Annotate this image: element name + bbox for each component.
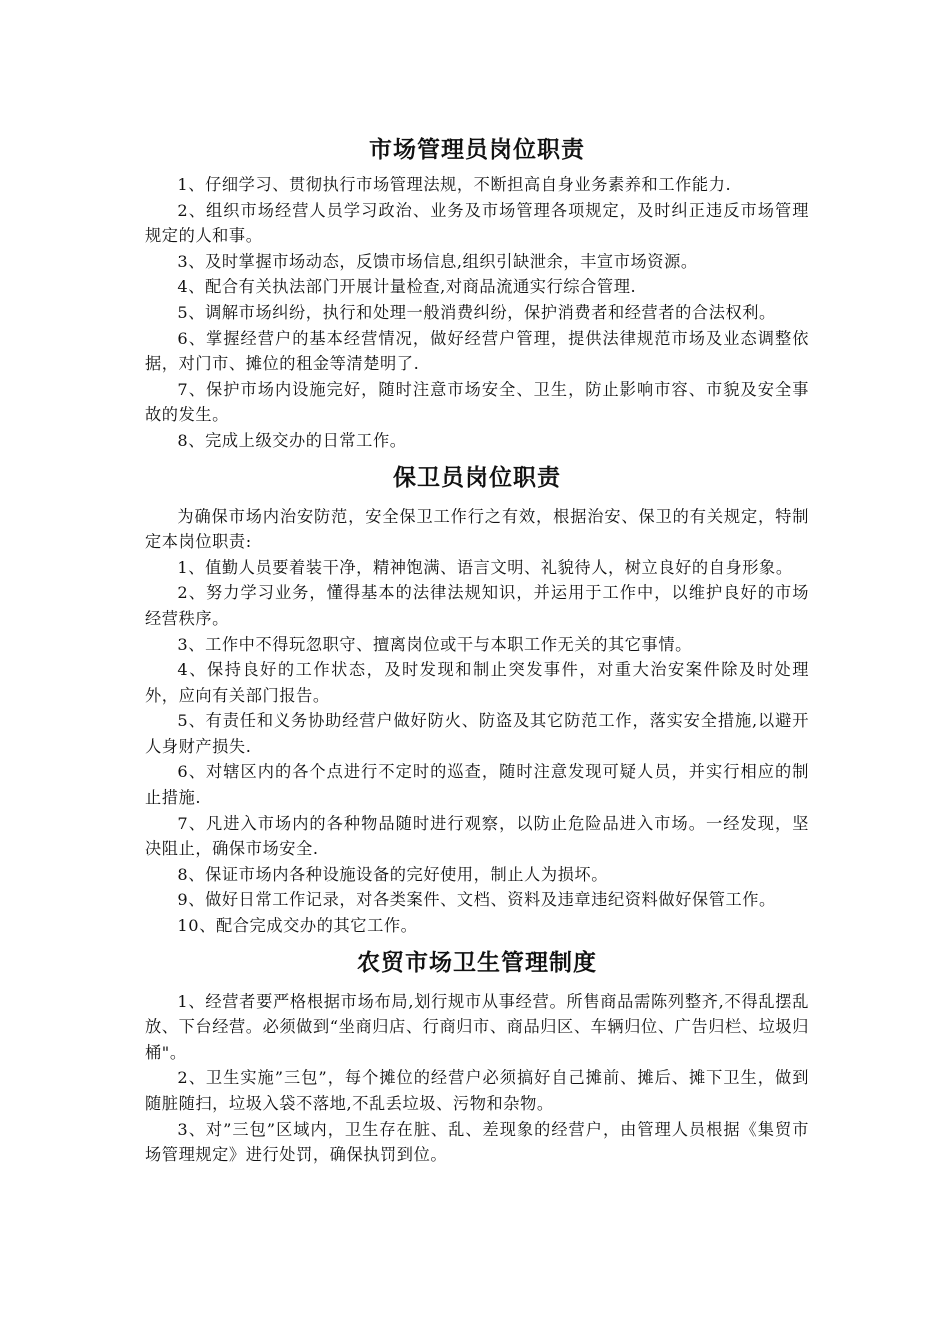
paragraph: 4、保持良好的工作状态，及时发现和制止突发事件，对重大治安案件除及时处理外，应向有关部门报告。 <box>145 660 809 705</box>
paragraph: 1、仔细学习、贯彻执行市场管理法规，不断担高自身业务素养和工作能力. <box>177 175 732 194</box>
paragraph: 3、工作中不得玩忽职守、擅离岗位或干与本职工作无关的其它事情。 <box>177 634 692 654</box>
paragraph: 8、保证市场内各种设施设备的完好使用，制止人为损坏。 <box>177 864 608 884</box>
paragraph: 2、组织市场经营人员学习政治、业务及市场管理各项规定，及时纠正违反市场管理规定的人和事。 <box>145 200 809 246</box>
paragraph: 2、努力学习业务，懂得基本的法律法规知识，并运用于工作中，以维护良好的市场经营秩序。 <box>145 583 809 628</box>
paragraph: 为确保市场内治安防范，安全保卫工作行之有效，根据治安、保卫的有关规定，特制定本岗位职责: <box>145 506 809 552</box>
paragraph: 7、保护市场内设施完好，随时注意市场安全、卫生，防止影响市容、市貌及安全事故的发生。 <box>145 379 809 425</box>
paragraph: 10、配合完成交办的其它工作。 <box>177 916 418 936</box>
paragraph: 6、对辖区内的各个点进行不定时的巡查，随时注意发现可疑人员，并实行相应的制止措施. <box>145 762 809 808</box>
paragraph: 1、值勤人员要着装干净，精神饱满、语言文明、礼貌待人，树立良好的自身形象。 <box>177 557 793 577</box>
paragraph: 9、做好日常工作记录，对各类案件、文档、资料及违章违纪资料做好保管工作。 <box>177 890 776 910</box>
section-security-guard-duties <box>145 458 809 939</box>
paragraph: 7、凡进入市场内的各种物品随时进行观察，以防止危险品进入市场。一经发现，坚决阻止，确保市场安全. <box>145 813 809 859</box>
paragraph: 6、掌握经营户的基本经营情况，做好经营户管理，提供法律规范市场及业态调整依据，对门市、摊位的租金等清楚明了. <box>145 328 809 374</box>
section-market-hygiene-rules <box>145 943 809 1168</box>
paragraph: 1、经营者要严格根据市场布局,划行规市从事经营。所售商品需陈列整齐,不得乱摆乱放、下台经营。必须做到“坐商归店、行商归市、商品归区、车辆归位、广告归栏、垃圾归桶"。 <box>145 991 809 1062</box>
paragraph: 3、及时掌握市场动态，反馈市场信息,组织引缺泄余，丰宣市场资源。 <box>177 251 698 271</box>
paragraph: 4、配合有关执法部门开展计量检查,对商品流通实行综合管理. <box>177 277 637 297</box>
section-market-manager-duties <box>145 130 809 454</box>
paragraph: 2、卫生实施”三包”，每个摊位的经营户必须搞好自己摊前、摊后、摊下卫生，做到随脏随扫，垃圾入袋不落地,不乱丢垃圾、污物和杂物。 <box>145 1068 809 1113</box>
document-page <box>145 130 809 1168</box>
section-title: 农贸市场卫生管理制度 <box>357 949 597 976</box>
paragraph: 5、有责任和义务协助经营户做好防火、防盗及其它防范工作，落实安全措施,以避开人身财产损失. <box>145 711 809 756</box>
section-title: 保卫员岗位职责 <box>393 464 561 491</box>
paragraph: 8、完成上级交办的日常工作。 <box>177 430 407 450</box>
paragraph: 5、调解市场纠纷，执行和处理一般消费纠纷，保护消费者和经营者的合法权利。 <box>177 302 776 322</box>
section-title: 市场管理员岗位职责 <box>369 137 585 163</box>
paragraph: 3、对”三包”区域内，卫生存在脏、乱、差现象的经营户，由管理人员根据《集贸市场管理规定》进行处罚，确保执罚到位。 <box>145 1119 809 1165</box>
